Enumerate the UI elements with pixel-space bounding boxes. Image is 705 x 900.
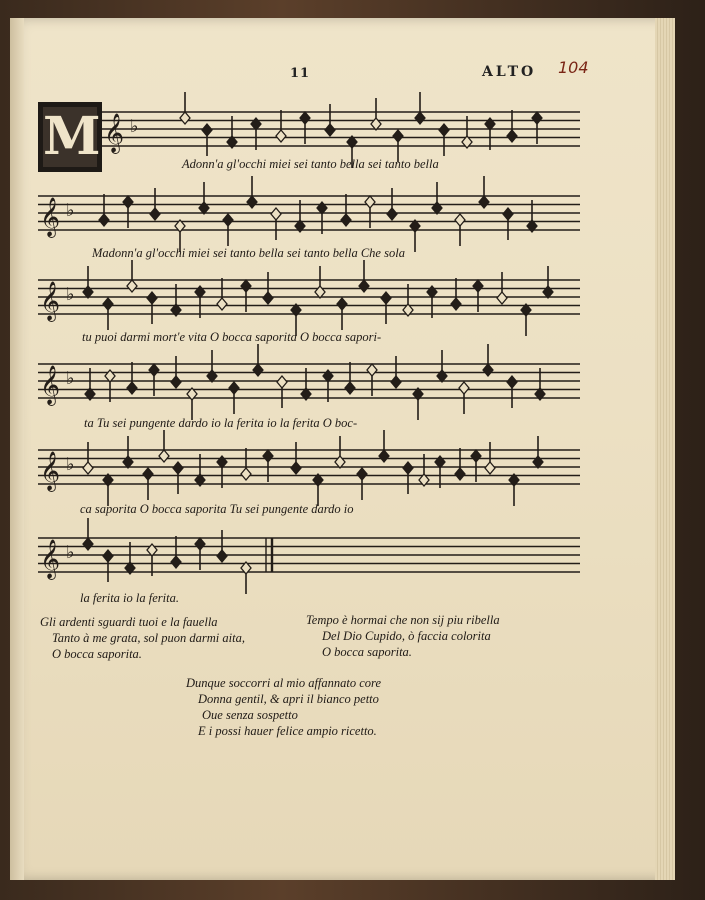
note-head <box>455 468 465 480</box>
note-head <box>127 280 137 292</box>
note-head <box>507 376 517 388</box>
flat-sign-icon: ♭ <box>66 542 75 563</box>
flat-sign-icon: ♭ <box>66 368 75 389</box>
note-head <box>123 196 133 208</box>
verse-final <box>186 675 381 739</box>
note-head <box>403 462 413 474</box>
note-head <box>195 538 205 550</box>
voice-part-heading: ALTO <box>482 64 537 80</box>
verse-right-line-1: Tempo è hormai che non sij piu ribella <box>306 613 500 627</box>
note-head <box>391 376 401 388</box>
verse-final-line-2: Donna gentil, & apri il bianco petto <box>198 692 379 706</box>
note-head <box>180 112 190 124</box>
note-head <box>337 298 347 310</box>
note-head <box>247 196 257 208</box>
note-head <box>455 214 465 226</box>
note-head <box>357 468 367 480</box>
note-head <box>263 450 273 462</box>
lyric-line-5: ca saporita O bocca saporita Tu sei pungente dardo io <box>80 502 354 516</box>
verse-right-line-2: Del Dio Cupido, ò faccia colorita <box>322 629 491 643</box>
note-head <box>532 112 542 124</box>
note-head <box>367 364 377 376</box>
note-head <box>365 196 375 208</box>
note-head <box>325 124 335 136</box>
note-head <box>451 298 461 310</box>
note-head <box>387 208 397 220</box>
note-head <box>483 364 493 376</box>
flat-sign-icon: ♭ <box>66 454 75 475</box>
clef-icon: 𝄞 <box>40 197 61 237</box>
note-head <box>150 208 160 220</box>
verse-left-line-3: O bocca saporita. <box>52 647 142 661</box>
note-head <box>103 550 113 562</box>
note-head <box>147 292 157 304</box>
clef-icon: 𝄞 <box>40 365 61 405</box>
initial-letter: M <box>43 106 101 167</box>
note-head <box>229 382 239 394</box>
note-head <box>345 382 355 394</box>
note-head <box>277 376 287 388</box>
note-head <box>241 280 251 292</box>
note-head <box>149 364 159 376</box>
note-head <box>379 450 389 462</box>
verse-right-line-3: O bocca saporita. <box>322 645 412 659</box>
clef-icon: 𝄞 <box>40 539 61 579</box>
verse-left <box>40 614 245 662</box>
note-head <box>497 292 507 304</box>
verse-left-line-1: Gli ardenti sguardi tuoi e la fauella <box>40 615 218 629</box>
note-head <box>381 292 391 304</box>
note-head <box>479 196 489 208</box>
verse-final-line-3: Oue senza sospetto <box>202 708 298 722</box>
clef-icon: 𝄞 <box>104 113 125 153</box>
flat-sign-icon: ♭ <box>66 200 75 221</box>
note-head <box>99 214 109 226</box>
note-head <box>471 450 481 462</box>
note-head <box>300 112 310 124</box>
note-head <box>439 124 449 136</box>
note-head <box>83 538 93 550</box>
note-head <box>143 468 153 480</box>
note-head <box>459 382 469 394</box>
flat-sign-icon: ♭ <box>130 116 139 137</box>
note-head <box>127 382 137 394</box>
lyric-line-1: Adonn'a gl'occhi miei sei tanto bella sei tanto bella <box>182 157 439 171</box>
handwritten-folio-number: 104 <box>558 58 589 77</box>
note-head <box>202 124 212 136</box>
note-head <box>217 298 227 310</box>
lyric-line-2: Madonn'a gl'occhi miei sei tanto bella sei tanto bella Che sola <box>92 246 405 260</box>
page-mark: 11 <box>290 66 311 81</box>
clef-icon: 𝄞 <box>40 451 61 491</box>
note-head <box>393 130 403 142</box>
note-head <box>291 462 301 474</box>
note-head <box>341 214 351 226</box>
note-head <box>223 214 233 226</box>
note-head <box>359 280 369 292</box>
note-head <box>159 450 169 462</box>
note-head <box>415 112 425 124</box>
note-head <box>253 364 263 376</box>
flat-sign-icon: ♭ <box>66 284 75 305</box>
lyric-line-6: la ferita io la ferita. <box>80 591 179 605</box>
lyric-line-3: tu puoi darmi mort'e vita O bocca saporita O bocca sapori- <box>82 330 382 344</box>
lyric-line-4: ta Tu sei pungente dardo io la ferita io la ferita O boc- <box>84 416 358 430</box>
clef-icon: 𝄞 <box>40 281 61 321</box>
verse-final-line-1: Dunque soccorri al mio affannato core <box>186 676 382 690</box>
note-head <box>171 556 181 568</box>
note-head <box>241 468 251 480</box>
note-head <box>217 550 227 562</box>
verse-left-line-2: Tanto à me grata, sol puon darmi aita, <box>52 631 245 645</box>
note-head <box>503 208 513 220</box>
note-head <box>263 292 273 304</box>
note-head <box>473 280 483 292</box>
verse-right <box>306 612 500 660</box>
note-head <box>83 462 93 474</box>
note-head <box>485 462 495 474</box>
verse-final-line-4: E i possi hauer felice ampio ricetto. <box>198 724 377 738</box>
note-head <box>276 130 286 142</box>
note-head <box>173 462 183 474</box>
note-head <box>103 298 113 310</box>
note-head <box>171 376 181 388</box>
note-head <box>507 130 517 142</box>
note-head <box>271 208 281 220</box>
